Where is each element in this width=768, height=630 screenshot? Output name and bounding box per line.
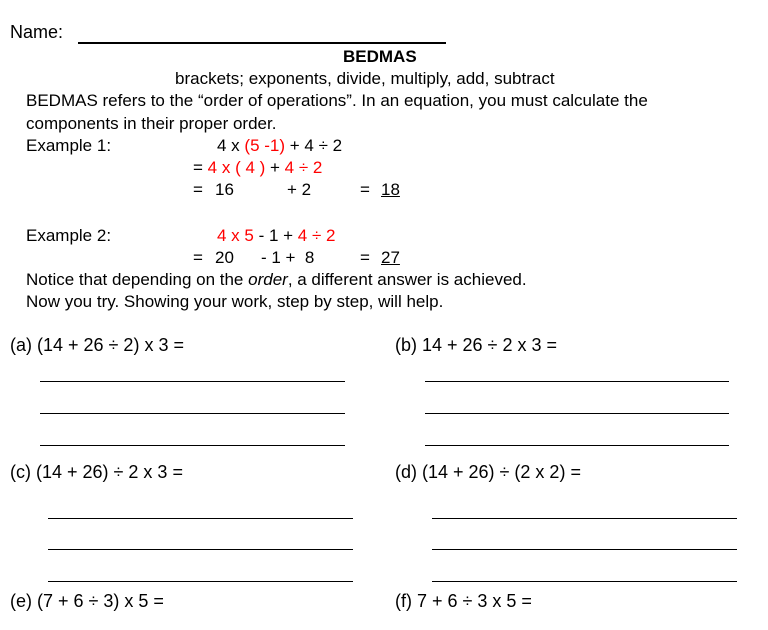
- highlight-part: 4 ÷ 2: [297, 226, 336, 245]
- equals: =: [193, 158, 203, 177]
- subtitle: brackets; exponents, divide, multiply, add, subtract: [175, 69, 555, 88]
- answer-line[interactable]: [432, 518, 737, 519]
- notice-text: [26, 270, 527, 290]
- problem-e: (e) (7 + 6 ÷ 3) x 5 =: [10, 591, 164, 611]
- example1-step1: [217, 136, 342, 156]
- text: , a different answer is achieved.: [287, 270, 527, 289]
- equals: =: [193, 248, 203, 267]
- example2-step1: [217, 226, 335, 246]
- highlight-part: 4 x 5: [217, 226, 254, 245]
- emphasis: order: [248, 270, 288, 289]
- expr-part: + 4 ÷ 2: [285, 136, 343, 155]
- equals: =: [193, 180, 203, 199]
- equals: =: [360, 180, 370, 199]
- answer-line[interactable]: [425, 381, 729, 382]
- text: Notice that depending on the: [26, 270, 249, 289]
- problem-a: (a) (14 + 26 ÷ 2) x 3 =: [10, 335, 184, 355]
- example1-step2: [193, 158, 322, 178]
- name-label: Name:: [10, 22, 64, 42]
- step-value: 16: [215, 180, 234, 199]
- step-value: + 2: [287, 180, 312, 199]
- step-value: 20: [215, 248, 234, 267]
- answer-line[interactable]: [40, 445, 345, 446]
- answer-line[interactable]: [40, 413, 345, 414]
- highlight-part: (5 -1): [244, 136, 286, 155]
- example1-label: Example 1:: [26, 136, 112, 155]
- intro-line-2: components in their proper order.: [26, 114, 277, 133]
- answer-line[interactable]: [432, 549, 737, 550]
- answer-line[interactable]: [432, 581, 737, 582]
- highlight-part: 4 x ( 4 ): [207, 158, 266, 177]
- example2-answer: 27: [381, 248, 400, 267]
- highlight-part: 4 ÷ 2: [284, 158, 323, 177]
- expr-part: - 1 +: [253, 226, 298, 245]
- answer-line[interactable]: [48, 581, 353, 582]
- problem-b: (b) 14 + 26 ÷ 2 x 3 =: [395, 335, 557, 355]
- answer-line[interactable]: [48, 549, 353, 550]
- worksheet-title: BEDMAS: [343, 47, 417, 66]
- answer-line[interactable]: [425, 445, 729, 446]
- problem-f: (f) 7 + 6 ÷ 3 x 5 =: [395, 591, 532, 611]
- problem-d: (d) (14 + 26) ÷ (2 x 2) =: [395, 462, 581, 482]
- step-value: - 1 + 8: [261, 248, 315, 267]
- example1-answer: 18: [381, 180, 400, 199]
- answer-line[interactable]: [425, 413, 729, 414]
- intro-line-1: BEDMAS refers to the “order of operations”. In an equation, you must calculate the: [26, 91, 648, 110]
- equals: =: [360, 248, 370, 267]
- expr-part: 4 x: [217, 136, 245, 155]
- try-text: Now you try. Showing your work, step by step, will help.: [26, 292, 444, 311]
- answer-line[interactable]: [48, 518, 353, 519]
- example2-label: Example 2:: [26, 226, 112, 245]
- expr-part: +: [265, 158, 285, 177]
- answer-line[interactable]: [40, 381, 345, 382]
- name-field-line[interactable]: [78, 42, 446, 44]
- problem-c: (c) (14 + 26) ÷ 2 x 3 =: [10, 462, 183, 482]
